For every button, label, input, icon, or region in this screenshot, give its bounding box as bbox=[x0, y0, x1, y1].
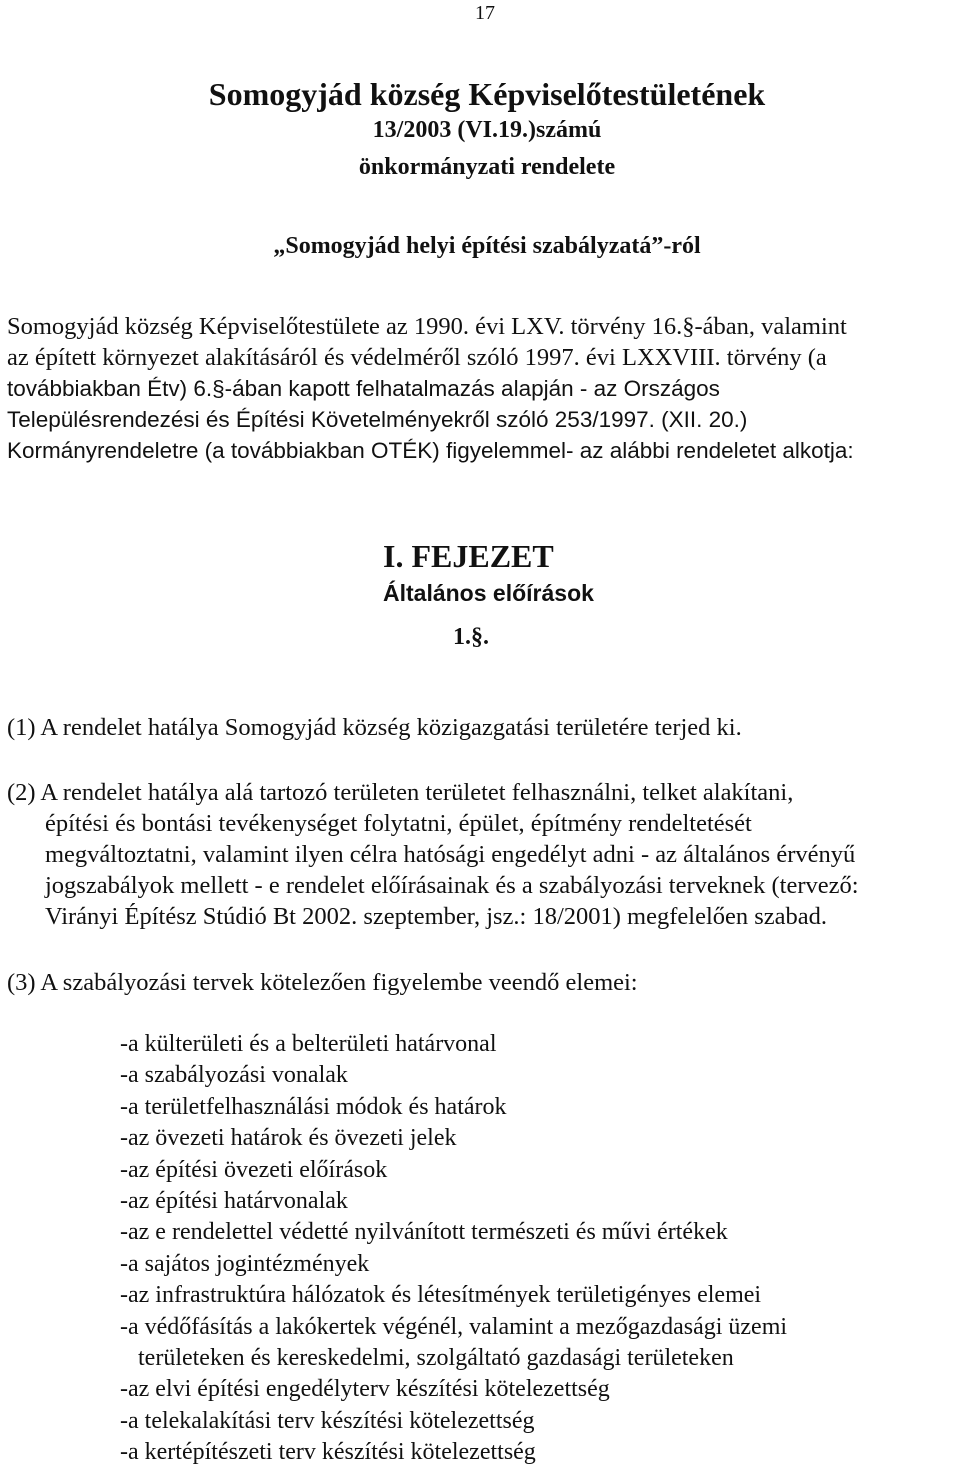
paragraph-3 bbox=[7, 967, 957, 998]
preamble-line: Somogyjád község Képviselőtestülete az 1990. évi LXV. törvény 16.§-ában, valamint bbox=[7, 313, 847, 340]
regulation-subject: „Somogyjád helyi építési szabályzatá”-ról bbox=[273, 233, 701, 259]
list-item-continuation: területeken és kereskedelmi, szolgáltató gazdasági területeken bbox=[138, 1345, 734, 1372]
paragraph-line: (3) A szabályozási tervek kötelezően figyelembe veendő elemei: bbox=[7, 969, 638, 996]
list-item: -a sajátos jogintézmények bbox=[120, 1250, 370, 1277]
paragraph-line: (2) A rendelet hatálya alá tartozó területen területet felhasználni, telket alakítani, bbox=[7, 779, 794, 806]
required-elements-list bbox=[120, 1029, 787, 1469]
paragraph-line: jogszabályok mellett - e rendelet előírásainak és a szabályozási terveknek (tervező: bbox=[45, 872, 859, 899]
list-item: -az építési övezeti előírások bbox=[120, 1156, 388, 1183]
list-item: -a területfelhasználási módok és határok bbox=[120, 1093, 507, 1120]
list-item: -a szabályozási vonalak bbox=[120, 1062, 348, 1089]
regulation-type: önkormányzati rendelete bbox=[358, 154, 616, 180]
list-item: -az elvi építési engedélyterv készítési kötelezettség bbox=[120, 1376, 610, 1403]
preamble bbox=[7, 311, 957, 466]
list-item: -a külterületi és a belterületi határvonal bbox=[120, 1031, 497, 1057]
regulation-number: 13/2003 (VI.19.)számú bbox=[372, 117, 602, 143]
paragraph-1 bbox=[7, 712, 957, 743]
paragraph-2 bbox=[7, 777, 957, 932]
page-number: 17 bbox=[475, 2, 495, 24]
document-title: Somogyjád község Képviselőtestületének bbox=[208, 76, 766, 112]
chapter-subtitle: Általános előírások bbox=[383, 580, 594, 606]
paragraph-line: megváltoztatni, valamint ilyen célra hatósági engedélyt adni - az általános érvényű bbox=[45, 841, 856, 868]
preamble-line: Településrendezési és Építési Követelményekről szóló 253/1997. (XII. 20.) bbox=[7, 407, 748, 432]
list-item: -az e rendelettel védetté nyilvánított természeti és művi értékek bbox=[120, 1219, 728, 1246]
paragraph-line: (1) A rendelet hatálya Somogyjád község közigazgatási területére terjed ki. bbox=[7, 714, 742, 741]
section-number: 1.§. bbox=[453, 624, 489, 650]
preamble-line: továbbiakban Étv) 6.§-ában kapott felhatalmazás alapján - az Országos bbox=[7, 376, 720, 401]
chapter-title: I. FEJEZET bbox=[383, 538, 554, 574]
list-item: -a kertépítészeti terv készítési kötelezettség bbox=[120, 1439, 536, 1466]
list-item: -a védőfásítás a lakókertek végénél, valamint a mezőgazdasági üzemi bbox=[120, 1313, 788, 1340]
paragraph-line: építési és bontási tevékenységet folytatni, épület, építmény rendeltetését bbox=[45, 810, 752, 837]
list-item: -a telekalakítási terv készítési kötelezettség bbox=[120, 1407, 535, 1434]
paragraph-line: Virányi Építész Stúdió Bt 2002. szeptember, jsz.: 18/2001) megfelelően szabad. bbox=[45, 903, 828, 930]
list-item: -az infrastruktúra hálózatok és létesítmények területigényes elemei bbox=[120, 1282, 762, 1309]
preamble-line: az épített környezet alakításáról és védelméről szóló 1997. évi LXXVIII. törvény (a bbox=[7, 344, 827, 371]
list-item: -az építési határvonalak bbox=[120, 1188, 348, 1215]
preamble-line: Kormányrendeletre (a továbbiakban OTÉK) figyelemmel- az alábbi rendeletet alkotja: bbox=[7, 438, 854, 463]
list-item: -az övezeti határok és övezeti jelek bbox=[120, 1125, 457, 1152]
